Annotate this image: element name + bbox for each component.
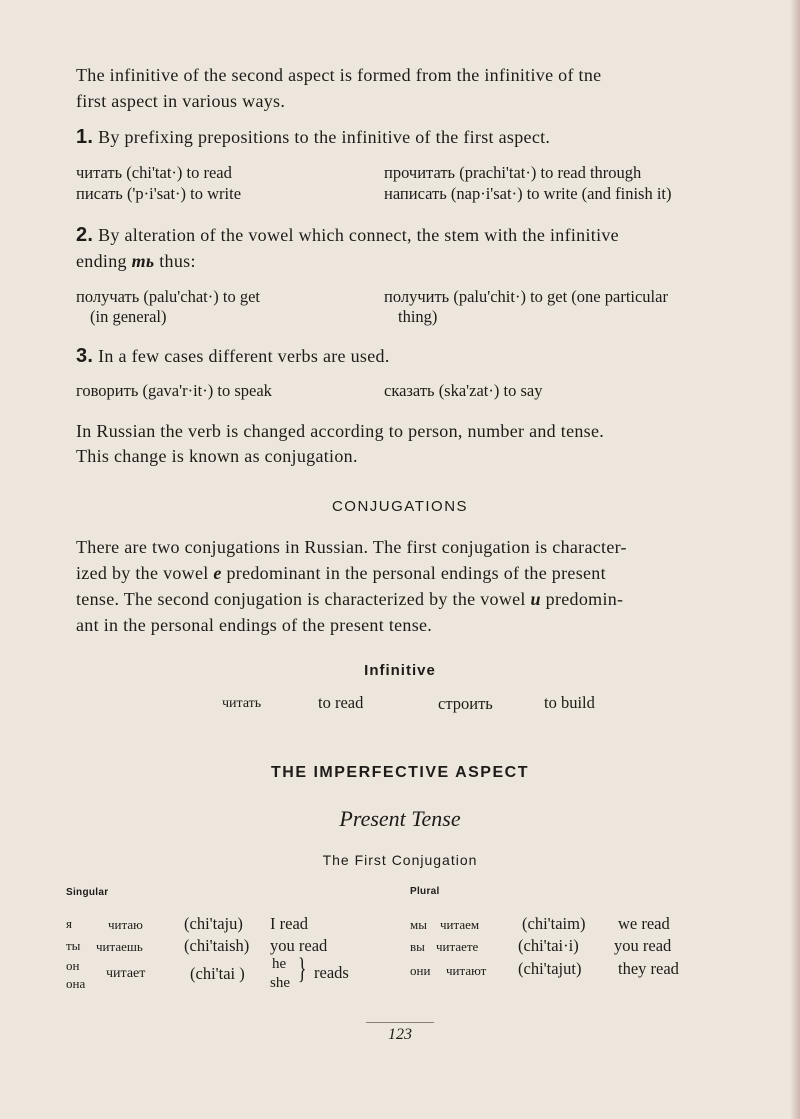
method-2-example-left-1: получать (palu'chat·) to get [76,287,260,306]
plural-label: Plural [410,886,440,897]
singular-row-3-he: he [272,956,287,972]
plural-row-2-english: you read [614,936,672,955]
method-3-text: In a few cases different verbs are used. [98,346,390,366]
brace-icon: } [297,952,307,985]
singular-row-3-pronoun-2: она [66,976,86,991]
plural-row-1-verb: читаем [440,917,480,932]
conj-desc-line-4: ant in the personal endings of the present tense. [76,615,433,635]
singular-row-1-translit: (chi'taju) [184,914,243,933]
intro-line-2: first aspect in various ways. [76,91,286,111]
page-number: 123 [388,1026,412,1043]
singular-row-2-verb: читаешь [96,939,143,954]
plural-row-3-verb: читают [446,963,487,978]
conj-desc-line-3-post: predomin- [545,589,624,609]
method-2-example-right-2: thing) [398,307,438,326]
infinitive-ru-1: читать [222,696,262,711]
infinitive-ending: ть [131,251,155,271]
conj-intro-line-1: In Russian the verb is changed according to person, number and tense. [76,421,605,441]
singular-row-1-english: I read [270,914,309,933]
method-1-text: By prefixing prepositions to the infinitive of the first aspect. [98,127,551,147]
method-2-example-left-2: (in general) [90,307,167,326]
intro-line-1: The infinitive of the second aspect is formed from the infinitive of tne [76,65,602,85]
singular-row-2-pronoun: ты [66,938,81,953]
method-2-line-1 [76,223,619,248]
singular-row-2-translit: (chi'taish) [184,936,250,955]
page-edge-shadow [790,0,800,1119]
infinitive-en-2: to build [544,693,595,712]
method-2-line-2-post: thus: [159,251,196,271]
singular-row-1-verb: читаю [108,917,143,932]
method-1 [76,125,550,150]
method-2-text: By alteration of the vowel which connect, the stem with the infinitive [98,225,619,245]
tense-heading: Present Tense [339,806,461,831]
vowel-i: и [530,589,541,609]
plural-row-3-translit: (chi'tajut) [518,959,582,978]
method-1-example-right-2: написать (nap·i'sat·) to write (and finish it) [384,184,672,203]
plural-row-3-pronoun: они [410,963,431,978]
method-1-example-left-2: писать ('p·i'sat·) to write [76,184,242,203]
singular-row-3-she: she [270,975,290,991]
method-3-example-left: говорить (gava'r·it·) to speak [76,381,272,400]
method-1-example-left-1: читать (chi'tat·) to read [76,163,232,182]
conj-intro-line-2: This change is known as conjugation. [76,446,358,466]
plural-row-1-pronoun: мы [410,917,427,932]
singular-row-3-translit: (chi'tai ) [190,964,245,983]
singular-row-3-pronoun-1: он [66,958,80,973]
plural-row-3-english: they read [618,959,679,978]
infinitive-heading: Infinitive [364,662,436,679]
conj-desc-line-3-pre: tense. The second conjugation is characterized by the vowel [76,589,526,609]
method-2-line-2 [76,249,196,274]
method-3-number: 3. [76,345,94,367]
plural-row-2-verb: читаете [436,939,479,954]
conj-desc-line-2-pre: ized by the vowel [76,563,209,583]
conj-desc-line-2-post: predominant in the personal endings of the present [226,563,606,583]
footer-rule [366,1022,434,1023]
method-1-example-right-1: прочитать (prachi'tat·) to read through [384,163,642,182]
singular-row-3-english: reads [314,963,349,982]
singular-label: Singular [66,887,109,898]
infinitive-ru-2: строить [438,694,493,713]
conjugations-heading: CONJUGATIONS [331,498,469,515]
conj-desc-line-1: There are two conjugations in Russian. The first conjugation is character- [76,537,627,557]
method-2-line-2-pre: ending [76,251,127,271]
method-3-example-right: сказать (ska'zat·) to say [384,381,543,400]
method-3 [76,344,390,369]
plural-row-2-pronoun: вы [410,939,425,954]
vowel-e: е [213,563,222,583]
method-2-example-right-1: получить (palu'chit·) to get (one particular [384,287,668,306]
conj-desc-line-3 [76,587,623,612]
plural-row-1-translit: (chi'taim) [522,914,586,933]
singular-row-1-pronoun: я [66,916,72,931]
aspect-heading: THE IMPERFECTIVE ASPECT [271,764,529,781]
singular-row-3-verb: читает [106,966,146,981]
conjugation-subheading: The First Conjugation [322,852,478,868]
method-1-number: 1. [76,126,94,148]
singular-row-2-english: you read [270,936,328,955]
infinitive-en-1: to read [318,693,364,712]
conj-desc-line-2 [76,561,606,586]
plural-row-1-english: we read [618,914,670,933]
method-2-number: 2. [76,224,94,246]
plural-row-2-translit: (chi'tai·i) [518,936,579,955]
